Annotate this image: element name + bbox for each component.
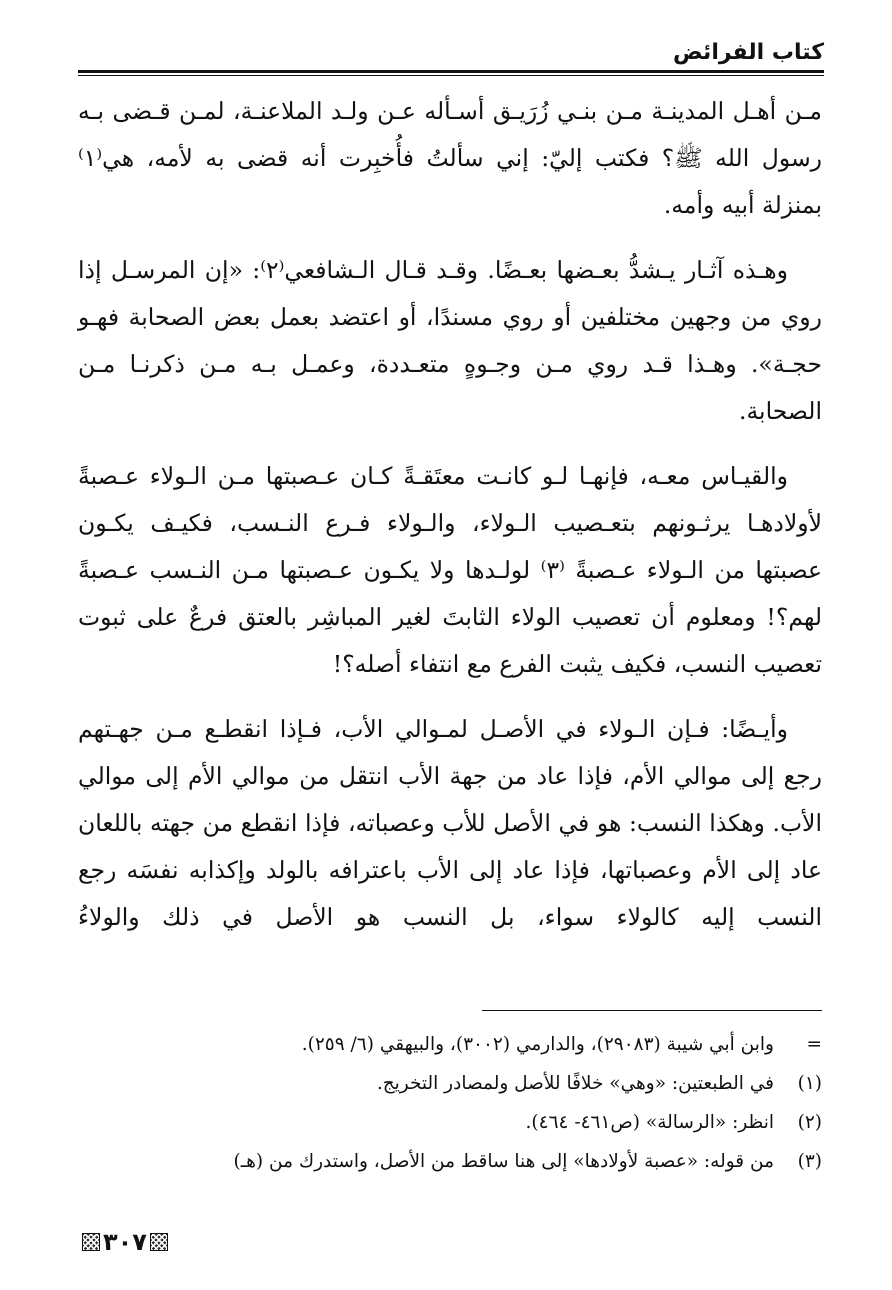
footnote xyxy=(78,1025,822,1064)
running-head: كتاب الفرائض xyxy=(673,40,824,65)
header-rule xyxy=(78,70,824,73)
footnote-mark: (٢) xyxy=(797,1112,822,1133)
footnote xyxy=(78,1103,822,1142)
footnote-mark: = xyxy=(806,1034,822,1055)
paragraph: وأيـضًا: فـإن الـولاء في الأصـل لمـوالي الأب، فـإذا انقطـع مـن جهـتهم رجع إلى موالي الأم، فإذا عاد من جهة الأب انتقل من موالي الأم إلى موالي الأب. وهكذا النسب: هو في الأصل للأب وعصباته، فإذا انقطع من جهته باللعان عاد إلى الأم وعصباتها، فإذا عاد إلى الأب باعترافه بالولد وإكذابه نفسَه رجع النسب إليه كالولاء سواء، بل النسب هو الأصل في ذلك والولاءُ xyxy=(78,715,822,931)
footnote-rule xyxy=(482,1010,822,1011)
footnote xyxy=(78,1064,822,1103)
footnote-text: انظر: «الرسالة» (ص٤٦١- ٤٦٤). xyxy=(525,1112,774,1133)
footnote-mark: (٣) xyxy=(797,1151,822,1172)
footnote-text: وابن أبي شيبة (٢٩٠٨٣)، والدارمي (٣٠٠٢)، والبيهقي (٦/ ٢٥٩). xyxy=(301,1034,774,1055)
body-text xyxy=(78,88,822,941)
ornament-square-icon xyxy=(150,1233,168,1251)
page-number-block xyxy=(82,1228,168,1256)
ornament-square-icon xyxy=(82,1233,100,1251)
footnote-text: من قوله: «عصبة لأولادها» إلى هنا ساقط من الأصل، واستدرك من (هـ) xyxy=(233,1151,774,1172)
footnote-mark: (١) xyxy=(797,1073,822,1094)
footnote-text: في الطبعتين: «وهي» خلافًا للأصل ولمصادر التخريج. xyxy=(376,1073,774,1094)
paragraph: وهـذه آثـار يـشدُّ بعـضها بعـضًا. وقـد قـال الـشافعي⁽٢⁾: «إن المرسـل إذا روي من وجهين مختلفين أو روي مسندًا، أو اعتضد بعمل بعض الصحابة فهـو حجـة». وهـذا قـد روي مـن وجـوهٍ متعـددة، وعمـل بـه مـن ذكرنـا مـن الصحابة. xyxy=(78,256,822,425)
page-number: ٣٠٧ xyxy=(103,1228,147,1256)
paragraph: والقيـاس معـه، فإنهـا لـو كانـت معتَقـةً كـان عـصبتها مـن الـولاء عـصبةً لأولادهـا يرثـونهم بتعـصيب الـولاء، والـولاء فـرع النـسب، فكيـف يكـون عصبتها من الـولاء عـصبةً ⁽٣⁾ لولـدها ولا يكـون عـصبتها مـن النـسب عـصبةً لهم؟! ومعلوم أن تعصيب الولاء الثابتَ لغير المباشِر بالعتق فرعٌ على ثبوت تعصيب النسب، فكيف يثبت الفرع مع انتفاء أصله؟! xyxy=(78,462,822,678)
footnote xyxy=(78,1142,822,1181)
footnotes xyxy=(78,1025,822,1181)
paragraph: مـن أهـل المدينـة مـن بنـي زُرَيـق أسـأله عـن ولـد الملاعنـة، لمـن قـضى بـه رسول الله ﷺ؟ فكتب إليّ: إني سألتُ فأُخبِرت أنه قضى به لأمه، هي⁽١⁾ بمنزلة أبيه وأمه. xyxy=(78,97,822,219)
